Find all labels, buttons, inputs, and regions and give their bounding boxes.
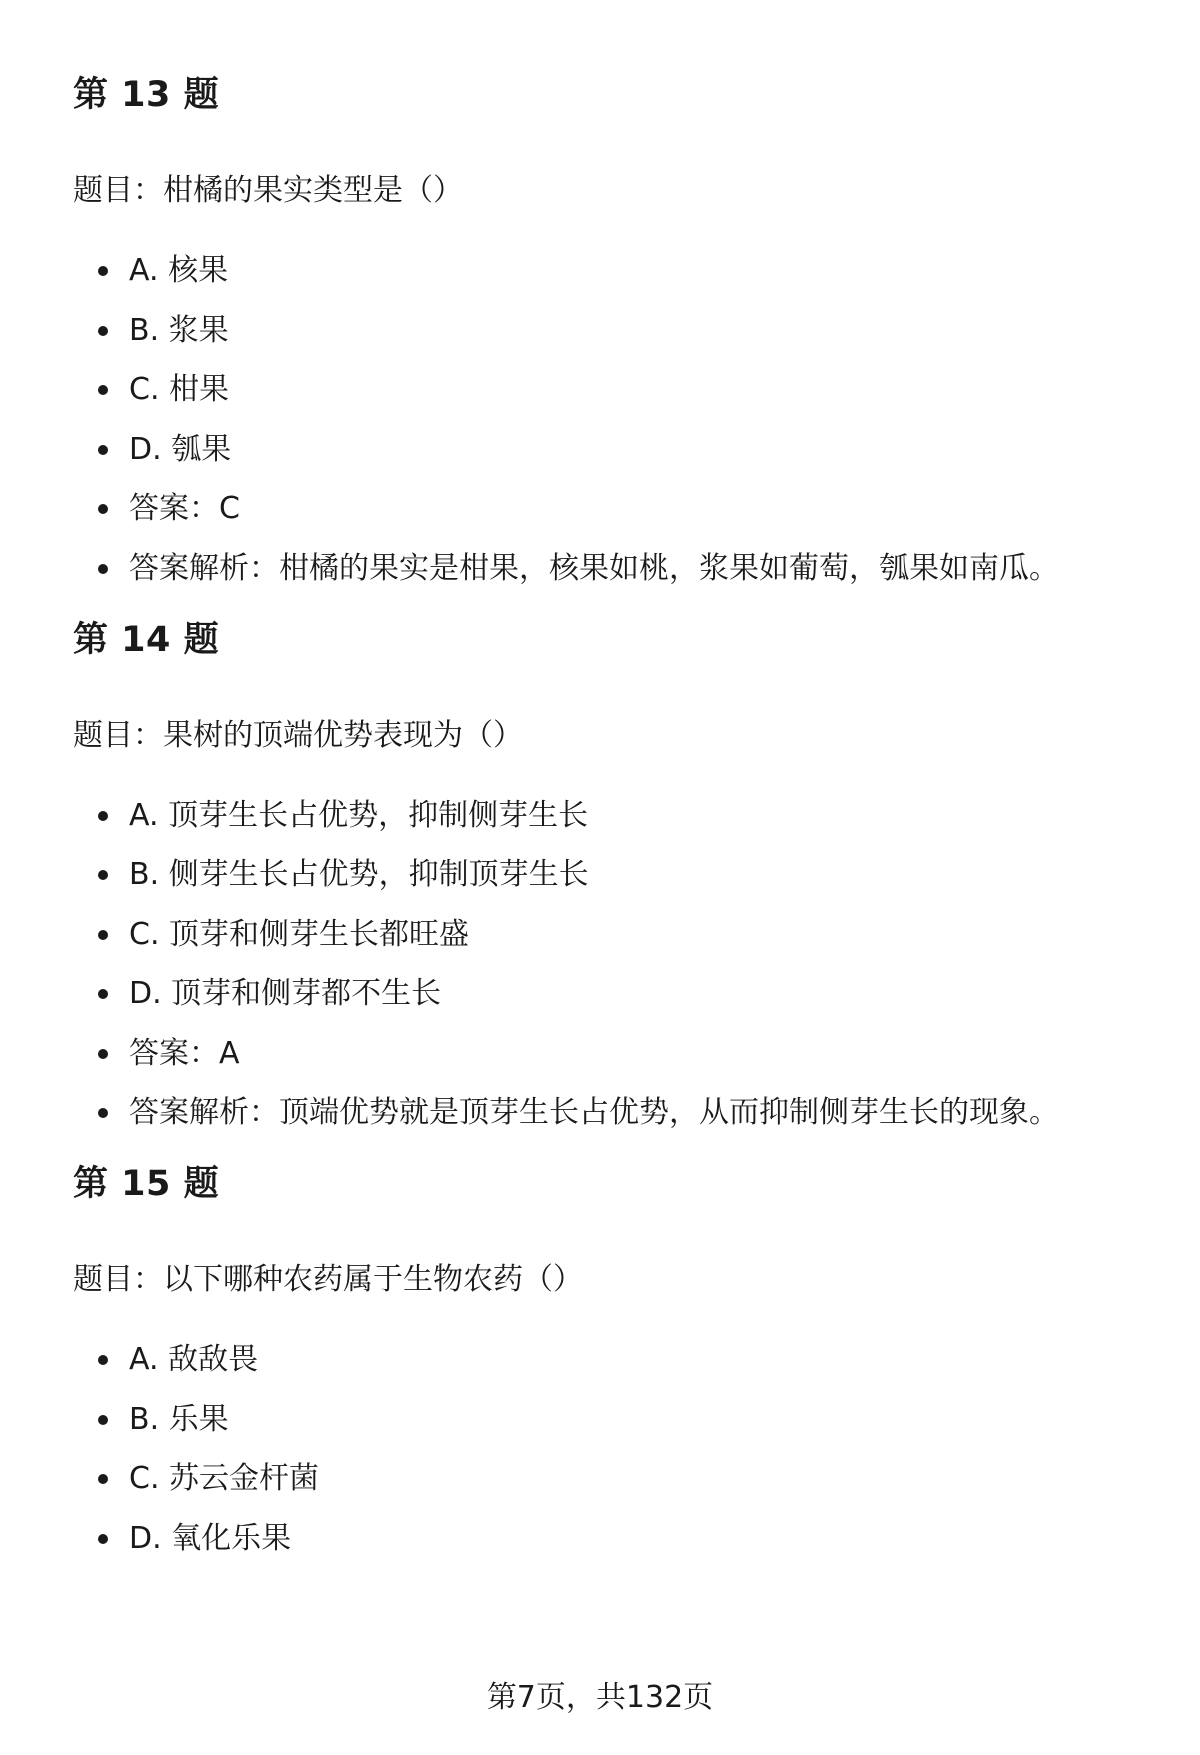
bullet-icon xyxy=(98,811,108,821)
bullet-icon xyxy=(98,564,108,574)
question-heading: 第 14 题 xyxy=(73,619,220,660)
option-b xyxy=(73,309,1153,353)
question-heading: 第 15 题 xyxy=(73,1164,220,1204)
option-b xyxy=(73,1398,1153,1442)
answer xyxy=(73,487,1153,531)
option-b xyxy=(73,853,1153,897)
bullet-icon xyxy=(98,504,108,514)
option-text: D. 顶芽和侧芽都不生长 xyxy=(129,976,442,1011)
option-a xyxy=(73,249,1153,293)
question-stem: 题目：柑橘的果实类型是（） xyxy=(73,173,463,208)
option-text: B. 乐果 xyxy=(129,1401,229,1437)
option-text: A. 核果 xyxy=(129,253,229,288)
option-text: D. 氧化乐果 xyxy=(129,1520,292,1556)
option-d xyxy=(73,1517,1153,1561)
answer xyxy=(73,1032,1153,1076)
bullet-icon xyxy=(98,445,108,455)
bullet-icon xyxy=(98,930,108,940)
option-a xyxy=(73,1338,1153,1382)
question-13 xyxy=(73,70,1153,591)
bullet-icon xyxy=(98,385,108,395)
option-a xyxy=(73,794,1153,838)
bullet-icon xyxy=(98,1415,108,1425)
document-page xyxy=(73,0,1153,1576)
option-text: A. 敌敌畏 xyxy=(129,1342,259,1377)
question-14 xyxy=(73,615,1153,1136)
question-stem: 题目：以下哪种农药属于生物农药（） xyxy=(73,1262,583,1297)
option-c xyxy=(73,913,1153,957)
option-list xyxy=(73,794,1153,1136)
option-text: B. 浆果 xyxy=(129,312,229,348)
option-list xyxy=(73,249,1153,591)
bullet-icon xyxy=(98,266,108,276)
bullet-icon xyxy=(98,1108,108,1118)
bullet-icon xyxy=(98,1474,108,1484)
option-text: C. 苏云金杆菌 xyxy=(129,1461,320,1496)
option-text: C. 顶芽和侧芽生长都旺盛 xyxy=(129,916,470,952)
answer-text: 答案：A xyxy=(129,1035,240,1071)
option-list xyxy=(73,1338,1153,1561)
answer-explanation xyxy=(73,1091,1153,1135)
bullet-icon xyxy=(98,989,108,999)
option-text: C. 柑果 xyxy=(129,372,230,407)
option-text: A. 顶芽生长占优势，抑制侧芽生长 xyxy=(129,797,589,833)
option-c xyxy=(73,1457,1153,1501)
question-15 xyxy=(73,1159,1153,1561)
question-stem: 题目：果树的顶端优势表现为（） xyxy=(73,717,523,753)
option-text: B. 侧芽生长占优势，抑制顶芽生长 xyxy=(129,857,589,892)
bullet-icon xyxy=(98,1049,108,1059)
option-text: D. 瓠果 xyxy=(129,431,232,467)
answer-text: 答案：C xyxy=(129,491,240,526)
bullet-icon xyxy=(98,326,108,336)
explanation-text: 答案解析：柑橘的果实是柑果，核果如桃，浆果如葡萄，瓠果如南瓜。 xyxy=(129,550,1059,586)
option-d xyxy=(73,428,1153,472)
explanation-text: 答案解析：顶端优势就是顶芽生长占优势，从而抑制侧芽生长的现象。 xyxy=(129,1095,1059,1130)
option-d xyxy=(73,972,1153,1016)
question-heading: 第 13 题 xyxy=(73,75,220,115)
bullet-icon xyxy=(98,1534,108,1544)
bullet-icon xyxy=(98,870,108,880)
bullet-icon xyxy=(98,1355,108,1365)
page-number: 第7页，共132页 xyxy=(486,1680,714,1715)
option-c xyxy=(73,368,1153,412)
answer-explanation xyxy=(73,547,1153,591)
